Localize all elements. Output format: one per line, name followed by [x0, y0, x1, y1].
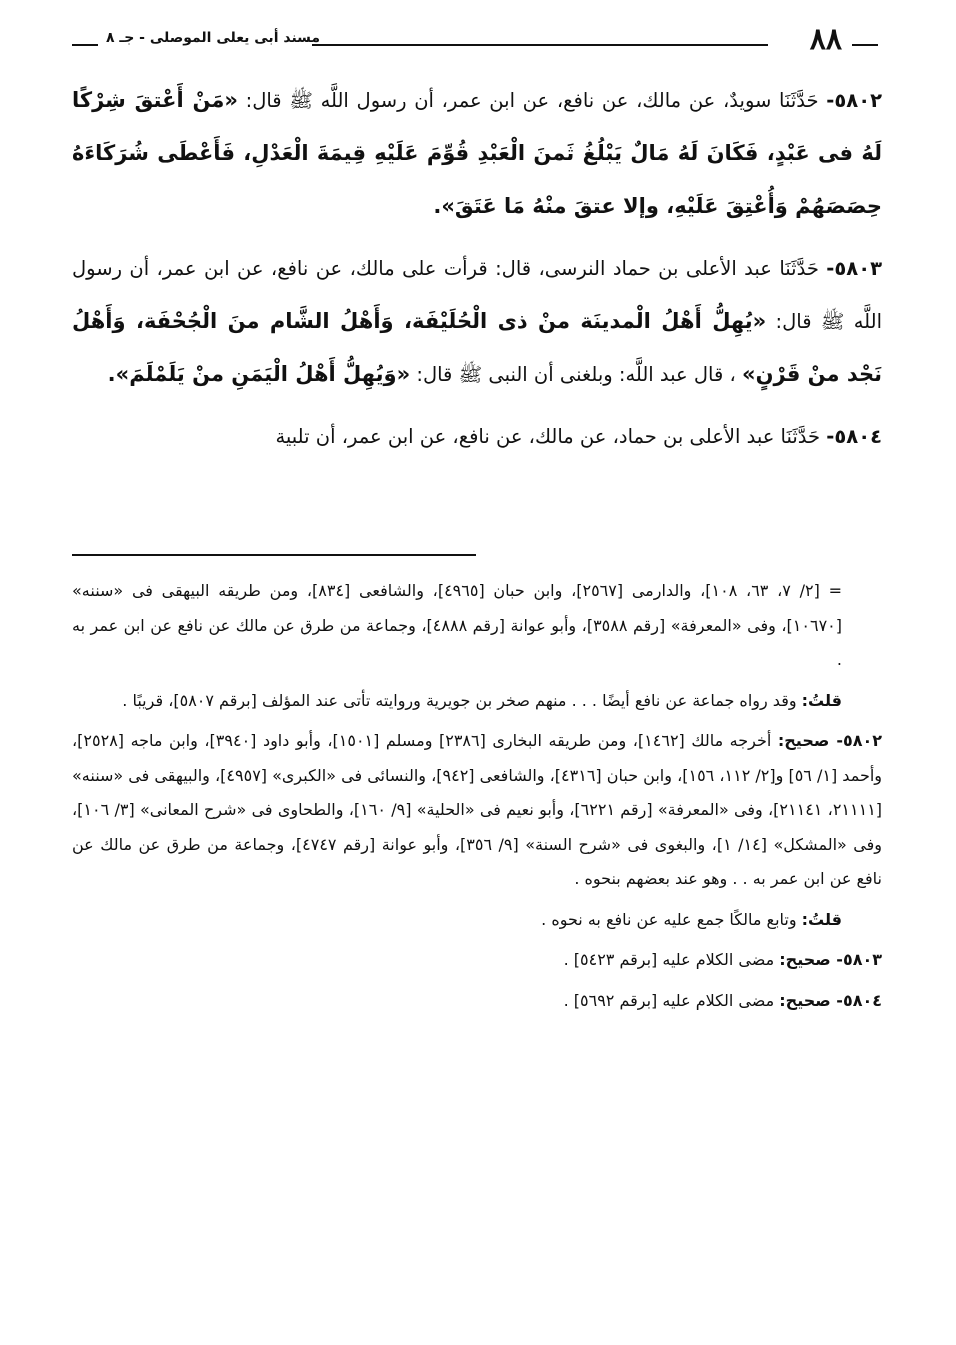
header-rule-middle — [312, 44, 768, 46]
hadith-5802 — [72, 74, 882, 233]
header-rule-left — [72, 44, 98, 46]
hadith-text — [72, 74, 882, 473]
footnote-label: ٥٨٠٢- صحيح: — [777, 731, 883, 750]
footnote-5803 — [72, 943, 882, 978]
footnote-text: أخرجه مالك [١٤٦٢]، ومن طريقه البخارى [٢٣٨٦] ومسلم [١٥٠١]، وأبو داود [٣٩٤٠]، وابن ماجه [٢٥٢٨]، وأحمد [١/ ٥٦] و[٢/ ١١٢، ١٥٦]، وابن حبان [٤٣١٦]، والشافعى [٩٤٢]، والنسائى فى «الكبرى» [٤٩٥٧]، والبيهقى فى «سننه» [٢١١١١، ٢١١٤١]، وفى «المعرفة» [رقم ٦٢٢١]، وأبو نعيم فى «الحلية» [٩/ ١٦٠]، والطحاوى فى «شرح المعانى» [٣/ ١٠٦]، وفى «المشكل» [١٤/ ١]، والبغوى فى «شرح السنة» [٩/ ٣٥٦]، وأبو عوانة [رقم ٤٧٤٧]، وجماعة من طرق عن مالك عن نافع عن ابن عمر به . . وهو عند بعضهم بنحوه . — [72, 731, 883, 888]
hadith-matn-second: «وَيُهِلُّ أَهْلُ الْيَمَنِ منْ يَلَمْلَمَ». — [107, 362, 411, 386]
hadith-continuation: ، قال عبد اللَّه: وبلغنى أن النبى ﷺ قال: — [410, 363, 736, 386]
footnote-text: = [٢/ ٧، ٦٣، ١٠٨]، والدارمى [٢٥٦٧]، وابن حبان [٤٩٦٥]، والشافعى [٨٣٤]، ومن طريقه البيهقى فى «سننه» [١٠٦٧٠]، وفى «المعرفة» [رقم ٣٥٨٨]، وأبو عوانة [رقم ٤٨٨٨]، وجماعة من طرق عن مالك عن نافع عن ابن عمر به . — [72, 581, 843, 669]
hadith-number: ٥٨٠٢- — [826, 89, 882, 112]
footnote-label: قلتُ: — [801, 690, 842, 710]
footnote-remark — [72, 684, 882, 719]
footnote-text: مضى الكلام عليه [برقم ٥٤٢٣] . — [563, 950, 780, 969]
page-number: ٨٨ — [809, 22, 842, 57]
footnote-remark — [72, 903, 882, 938]
hadith-isnad: حَدَّثَنَا سويدٌ، عن مالك، عن نافع، عن ابن عمر، أن رسول اللَّه ﷺ قال: — [237, 89, 819, 112]
page-header — [72, 22, 878, 62]
footnote-5804 — [72, 984, 882, 1019]
footnotes — [72, 574, 882, 1024]
footnote-5802 — [72, 724, 882, 897]
hadith-5804 — [72, 411, 882, 463]
header-rule-right — [852, 44, 878, 46]
hadith-number: ٥٨٠٣- — [826, 257, 882, 280]
footnote-label: ٥٨٠٣- صحيح: — [779, 950, 882, 969]
footnote-label: ٥٨٠٤- صحيح: — [779, 990, 882, 1010]
hadith-5803 — [72, 243, 882, 401]
running-title: مسند أبى يعلى الموصلى - جـ ٨ — [106, 30, 321, 46]
hadith-isnad: حَدَّثَنَا عبد الأعلى بن حماد النرسى، قال: قرأت على مالك، عن نافع، عن ابن عمر، أن رسول اللَّه ﷺ قال: — [72, 257, 882, 333]
footnote-text: مضى الكلام عليه [برقم ٥٦٩٢] . — [563, 990, 780, 1010]
footnote-text: وقد رواه جماعة عن نافع أيضًا . . . منهم صخر بن جويرية وروايته تأتى عند المؤلف [برقم ٥٨٠٧]، قريبًا . — [122, 690, 802, 710]
footnote-continuation — [72, 574, 882, 678]
footnote-separator — [72, 554, 476, 556]
footnote-label: قلتُ: — [801, 909, 842, 929]
hadith-number: ٥٨٠٤- — [826, 425, 882, 448]
footnote-text: وتابع مالكًا جمع عليه عن نافع به نحوه . — [541, 909, 802, 929]
hadith-isnad: حَدَّثَنَا عبد الأعلى بن حماد، عن مالك، عن نافع، عن ابن عمر، أن تلبية — [275, 425, 821, 448]
hadith-matn: «يُهِلُّ أَهْلُ الْمدينَة منْ ذى الْحُلَيْفَة، وَأَهْلُ الشَّام منَ الْجُحْفَة، وَأَهْلُ نَجْد منْ قَرْنٍ» — [72, 309, 882, 386]
hadith-matn: «مَنْ أَعْتقَ شِرْكًا لَهُ فى عَبْدٍ، فَكَانَ لَهُ مَالٌ يَبْلُغُ ثَمنَ الْعَبْدِ قُوِّمَ عَلَيْهِ قِيمَةَ الْعَدْلِ، فَأَعْطَى شُرَكَاءَهُ حِصَصَهُمْ وَأُعْتِقَ عَلَيْهِ، وإلا عتقَ منْهُ مَا عَتَقَ». — [72, 88, 882, 218]
